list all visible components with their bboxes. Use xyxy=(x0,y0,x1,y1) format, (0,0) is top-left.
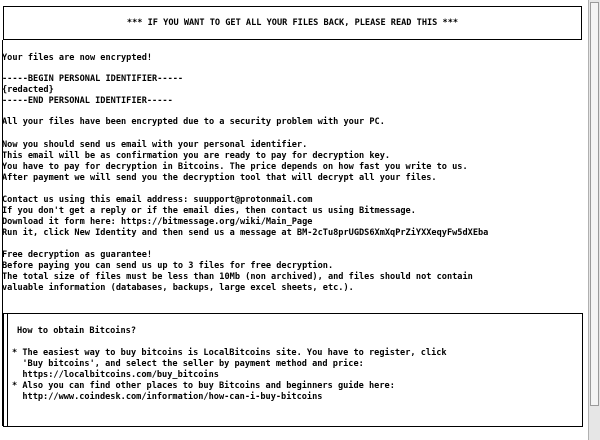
bitcoin-line: * The easiest way to buy bitcoins is LocalBitcoins site. You have to register, click xyxy=(12,348,447,358)
box-left-border-outer xyxy=(3,313,4,427)
note-line: This email will be as confirmation you are ready to pay for decryption key. xyxy=(2,151,391,161)
note-line: Your files are now encrypted! xyxy=(2,53,153,63)
vertical-scrollbar[interactable] xyxy=(588,0,600,440)
note-line: Now you should send us email with your personal identifier. xyxy=(2,140,308,150)
note-line: Contact us using this email address: suupport@protonmail.com xyxy=(2,195,313,205)
bitcoin-line: * Also you can find other places to buy Bitcoins and beginners guide here: xyxy=(12,381,395,391)
bitcoin-link-coindesk: http://www.coindesk.com/information/how-can-i-buy-bitcoins xyxy=(12,392,323,402)
box-right-border xyxy=(582,313,583,427)
note-line: Run it, click New Identity and then send us a message at BM-2cTu8prUGDS6XmXqPrZiYXXeqyFw5dXEba xyxy=(2,228,489,238)
header-box xyxy=(3,6,582,40)
bitcoin-line: 'Buy bitcoins', and select the seller by payment method and price: xyxy=(12,359,364,369)
bitcoin-heading: How to obtain Bitcoins? xyxy=(17,326,136,336)
bitcoin-link-localbitcoins: https://localbitcoins.com/buy_bitcoins xyxy=(12,370,219,380)
box-left-border-inner xyxy=(7,313,8,427)
note-line: The total size of files must be less than 10Mb (non archived), and files should not contain xyxy=(2,272,473,282)
note-line: You have to pay for decryption in Bitcoins. The price depends on how fast you write to us. xyxy=(2,162,468,172)
note-line: If you don't get a reply or if the email dies, then contact us using Bitmessage. xyxy=(2,206,416,216)
note-line: All your files have been encrypted due to a security problem with your PC. xyxy=(2,117,385,127)
note-line: {redacted} xyxy=(2,85,54,95)
note-line: Download it form here: https://bitmessage.org/wiki/Main_Page xyxy=(2,217,313,227)
note-line: Free decryption as guarantee! xyxy=(2,250,153,260)
note-line: Before paying you can send us up to 3 files for free decryption. xyxy=(2,261,334,271)
scrollbar-thumb[interactable] xyxy=(590,2,599,406)
header-title: *** IF YOU WANT TO GET ALL YOUR FILES BACK, PLEASE READ THIS *** xyxy=(126,18,459,28)
box-top-border xyxy=(3,313,582,314)
note-line: -----BEGIN PERSONAL IDENTIFIER----- xyxy=(2,74,184,84)
note-line: valuable information (databases, backups, large excel sheets, etc.). xyxy=(2,283,354,293)
note-line: -----END PERSONAL IDENTIFIER----- xyxy=(2,96,173,106)
note-line: After payment we will send you the decryption tool that will decrypt all your files. xyxy=(2,173,437,183)
box-bottom-border xyxy=(3,426,582,427)
